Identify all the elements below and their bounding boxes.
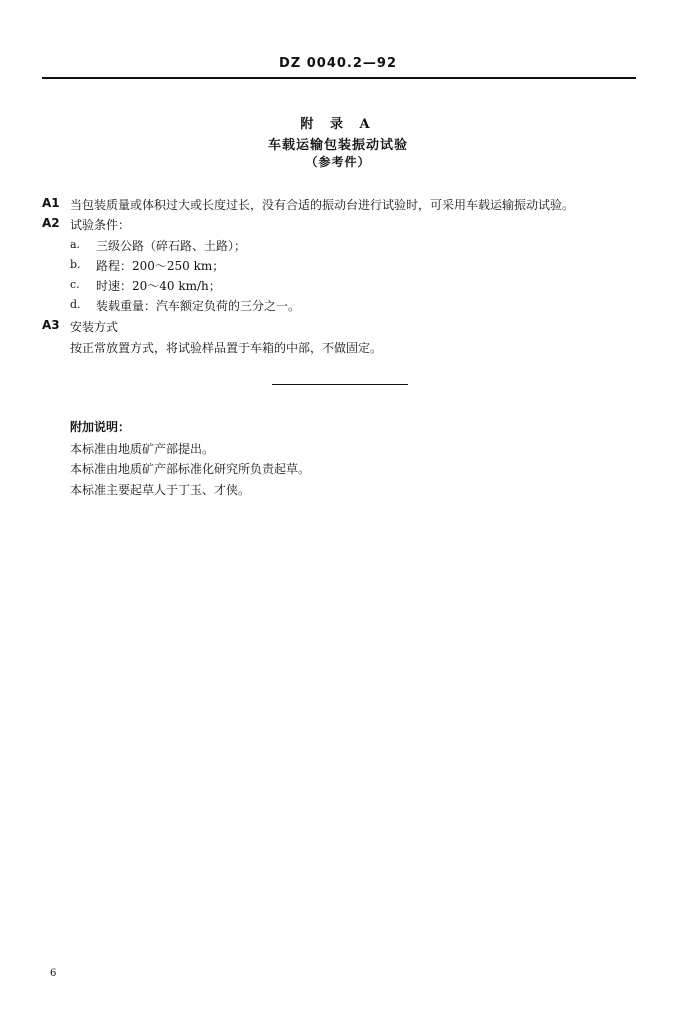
condition-item-b-text: 路程：200～250 km； [96, 259, 225, 273]
condition-item-d-letter: d. [70, 298, 81, 311]
clause-a2-text: 试验条件： [70, 218, 131, 232]
clause-a2-number: A2 [42, 216, 60, 230]
additional-note-line: 本标准主要起草人于丁玉、才侠。 [70, 483, 251, 497]
condition-item-b-letter: b. [70, 258, 81, 271]
standard-code-header: DZ 0040.2—92 [279, 56, 397, 71]
additional-notes-title: 附加说明： [70, 420, 131, 434]
appendix-subtitle: 车载运输包装振动试验 [267, 138, 408, 153]
condition-item-c-letter: c. [70, 278, 80, 291]
clause-a1-number: A1 [42, 196, 60, 210]
appendix-title: 附 录 A [300, 117, 376, 132]
condition-item-d-text: 装载重量：汽车额定负荷的三分之一。 [96, 299, 301, 313]
clause-a3-text: 安装方式 [70, 320, 119, 334]
condition-item-a-letter: a. [70, 238, 81, 251]
section-divider [272, 384, 408, 385]
condition-item-a-text: 三级公路（碎石路、土路）； [96, 239, 247, 253]
condition-item-c-text: 时速：20～40 km/h； [96, 279, 221, 293]
appendix-note: （参考件） [305, 155, 371, 169]
clause-a3-body: 按正常放置方式，将试验样品置于车箱的中部，不做固定。 [70, 341, 383, 355]
additional-note-line: 本标准由地质矿产部标准化研究所负责起草。 [70, 462, 311, 476]
additional-note-line: 本标准由地质矿产部提出。 [70, 442, 215, 456]
clause-a1-text: 当包装质量或体积过大或长度过长，没有合适的振动台进行试验时，可采用车载运输振动试验。 [70, 198, 575, 212]
page-number: 6 [50, 968, 57, 979]
header-divider [42, 77, 636, 79]
clause-a3-number: A3 [42, 318, 60, 332]
